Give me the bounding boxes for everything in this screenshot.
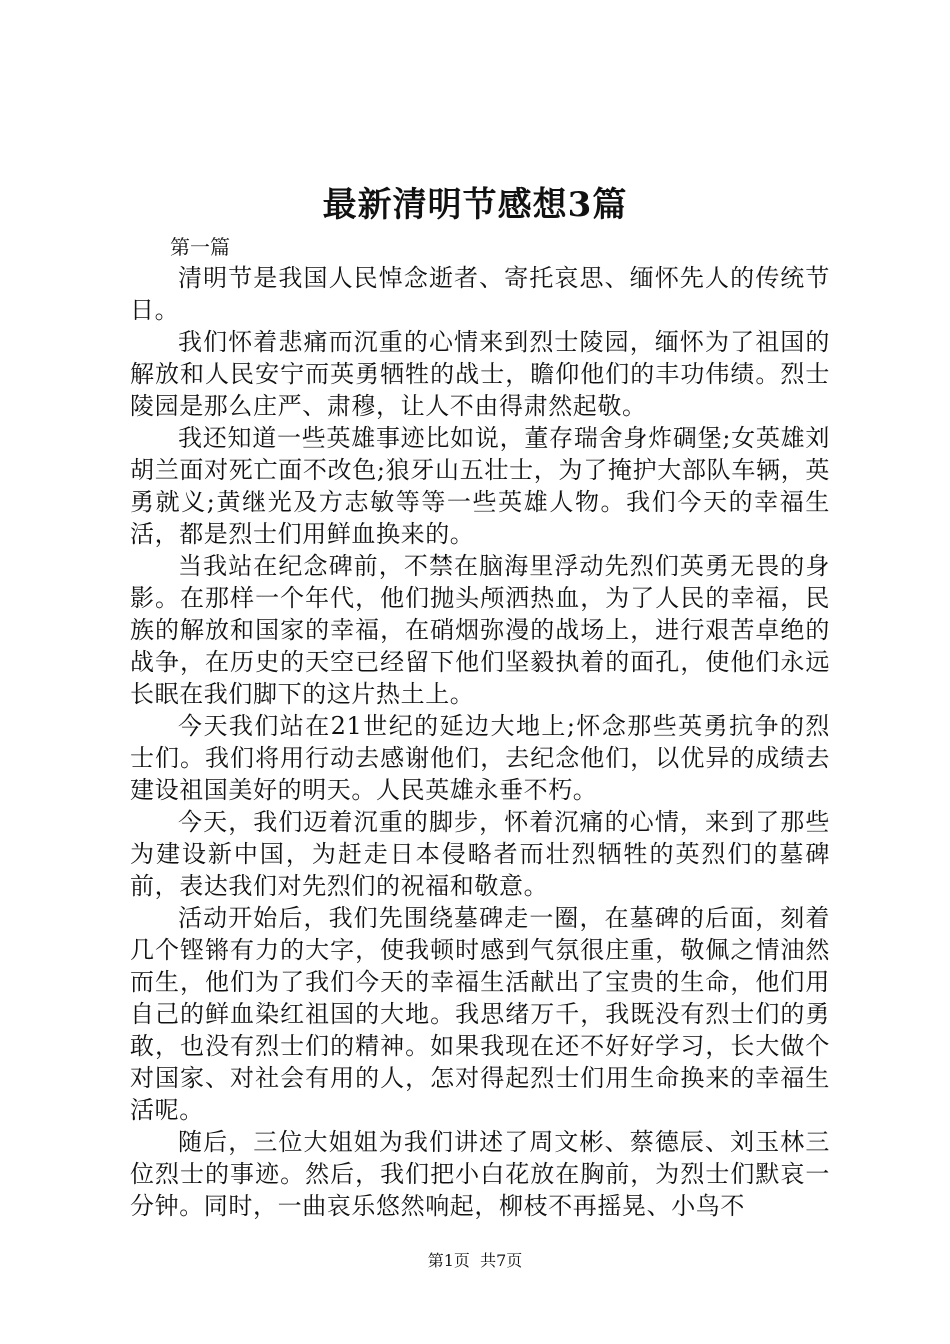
paragraph-5: 今天我们站在21世纪的延边大地上;怀念那些英勇抗争的烈士们。我们将用行动去感谢他们，去纪念他们，以优异的成绩去建设祖国美好的明天。人民英雄永垂不朽。 — [130, 712, 830, 804]
paragraph-2: 我们怀着悲痛而沉重的心情来到烈士陵园，缅怀为了祖国的解放和人民安宁而英勇牺牲的战士，瞻仰他们的丰功伟绩。烈士陵园是那么庄严、肃穆，让人不由得肃然起敬。 — [130, 328, 830, 420]
page-number-label: 第1页 共7页 — [427, 1251, 523, 1270]
page-footer — [0, 1250, 950, 1272]
paragraph-6: 今天，我们迈着沉重的脚步，怀着沉痛的心情，来到了那些为建设新中国，为赶走日本侵略者而壮烈牺牲的英烈们的墓碑前，表达我们对先烈们的祝福和敬意。 — [130, 808, 830, 900]
paragraph-4: 当我站在纪念碑前，不禁在脑海里浮动先烈们英勇无畏的身影。在那样一个年代，他们抛头颅洒热血，为了人民的幸福，民族的解放和国家的幸福，在硝烟弥漫的战场上，进行艰苦卓绝的战争，在历史的天空已经留下他们坚毅执着的面孔，使他们永远长眠在我们脚下的这片热土上。 — [130, 552, 830, 708]
paragraph-8: 随后，三位大姐姐为我们讲述了周文彬、蔡德辰、刘玉林三位烈士的事迹。然后，我们把小白花放在胸前，为烈士们默哀一分钟。同时，一曲哀乐悠然响起，柳枝不再摇晃、小鸟不 — [130, 1128, 830, 1220]
document-body — [130, 232, 830, 1222]
paragraph-7: 活动开始后，我们先围绕墓碑走一圈，在墓碑的后面，刻着几个铿锵有力的大字，使我顿时感到气氛很庄重，敬佩之情油然而生，他们为了我们今天的幸福生活献出了宝贵的生命，他们用自己的鲜血染红祖国的大地。我思绪万千，我既没有烈士们的勇敢，也没有烈士们的精神。如果我现在还不好好学习，长大做个对国家、对社会有用的人，怎对得起烈士们用生命换来的幸福生活呢。 — [130, 904, 830, 1124]
paragraph-3: 我还知道一些英雄事迹比如说，董存瑞舍身炸碉堡;女英雄刘胡兰面对死亡面不改色;狼牙山五壮士，为了掩护大部队车辆，英勇就义;黄继光及方志敏等等一些英雄人物。我们今天的幸福生活，都是烈士们用鲜血换来的。 — [130, 424, 830, 548]
document-title: 最新清明节感想3篇 — [322, 185, 628, 225]
section-heading: 第一篇 — [170, 235, 230, 259]
paragraph-1: 清明节是我国人民悼念逝者、寄托哀思、缅怀先人的传统节日。 — [130, 264, 830, 324]
